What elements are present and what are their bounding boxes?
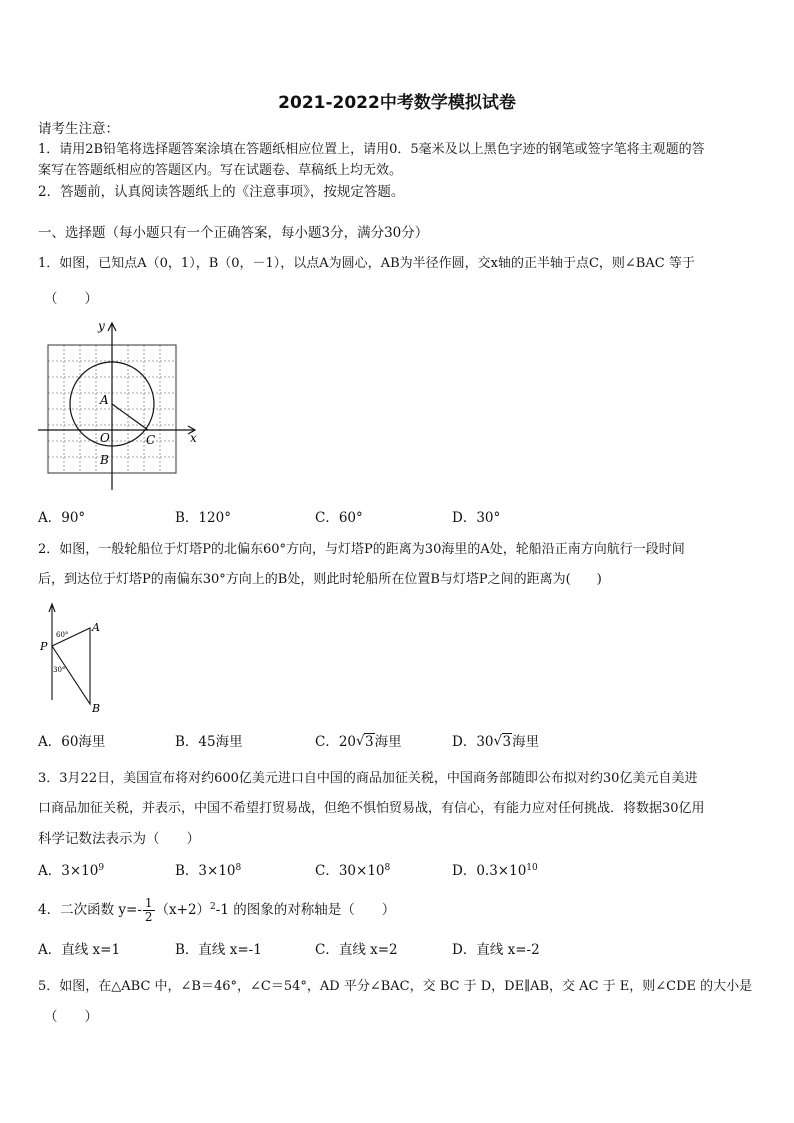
- q1-option-a[interactable]: A．90°: [38, 510, 86, 526]
- q2-option-c[interactable]: [315, 733, 402, 751]
- q2-option-c-number: C．20: [315, 734, 357, 750]
- q2-stem-line-2: 后，到达位于灯塔P的南偏东30°方向上的B处，则此时轮船所在位置B与灯塔P之间的距离为( ): [38, 572, 602, 587]
- q2-option-c-sqrt: √ 3: [356, 733, 374, 750]
- notice-line-3: 2．答题前，认真阅读答题纸上的《注意事项》，按规定答题。: [38, 184, 405, 200]
- q2-label-p: P: [40, 640, 48, 653]
- q2-option-b[interactable]: B．45海里: [175, 734, 243, 750]
- q2-option-a[interactable]: A．60海里: [38, 734, 106, 750]
- q1-label-y: y: [98, 319, 105, 333]
- q2-option-d-unit: 海里: [512, 734, 540, 750]
- q2-label-a: A: [92, 621, 100, 634]
- q1-stem-line-2: （ ）: [44, 291, 98, 307]
- q3-option-b[interactable]: B．$3\times 10^8$: [175, 863, 242, 879]
- q5-stem-line-1: 5．如图，在△ABC 中，∠B＝46°，∠C＝54°，AD 平分∠BAC，交 BC 于 D，DE∥AB，交 AC 于 E，则∠CDE 的大小是: [38, 979, 753, 994]
- q1-label-o: O: [100, 431, 110, 445]
- q2-figure: [38, 600, 108, 718]
- q1-option-d[interactable]: D．30°: [452, 510, 501, 526]
- q3-option-a[interactable]: A．$3\times 10^9$: [38, 863, 105, 879]
- q3-stem-line-1: 3．3月22日，美国宣布将对约600亿美元进口自中国的商品加征关税，中国商务部随即公布拟对约30亿美元自美进: [38, 771, 698, 786]
- q2-stem-line-1: 2．如图，一般轮船位于灯塔P的北偏东60°方向，与灯塔P的距离为30海里的A处，轮船沿正南方向航行一段时间: [38, 542, 685, 557]
- q4-stem: 4．二次函数 y=- $\frac{1}{2}$ $(x+2)^2-1$ 的图象的对称轴是（ ）: [38, 896, 396, 924]
- q2-option-d[interactable]: [452, 733, 539, 751]
- q2-label-b: B: [92, 702, 101, 715]
- q1-figure: [34, 318, 204, 498]
- q2-option-d-number: D．30: [452, 734, 494, 750]
- q1-option-c[interactable]: C．60°: [315, 510, 363, 526]
- q1-label-c: C: [146, 433, 156, 447]
- q3-option-d[interactable]: D．$0.3\times 10^{10}$: [452, 863, 538, 879]
- q4-option-b[interactable]: B．直线 x=-1: [175, 942, 262, 958]
- sqrt-icon: √: [493, 733, 503, 749]
- q1-label-x: x: [190, 431, 197, 445]
- sqrt-icon: √: [356, 733, 365, 749]
- q5-stem-line-2: （ ）: [44, 1009, 98, 1025]
- q1-option-b[interactable]: B．120°: [175, 510, 231, 526]
- q1-label-a: A: [100, 393, 109, 407]
- q1-stem-line-1: 1．如图，已知点A（0，1），B（0，－1），以点A为圆心，AB为半径作圆，交x轴的正半轴于点C，则∠BAC 等于: [38, 256, 695, 271]
- notice-line-1: 1．请用2B铅笔将选择题答案涂填在答题纸相应位置上，请用0．5毫米及以上黑色字迹的钢笔或签字笔将主观题的答: [38, 142, 705, 157]
- q3-stem-line-2: 口商品加征关税，并表示，中国不希望打贸易战，但绝不惧怕贸易战，有信心，有能力应对任何挑战．将数据30亿用: [38, 801, 705, 816]
- page-title: 2021-2022中考数学模拟试卷: [278, 93, 516, 113]
- q2-angle-60: 60°: [56, 631, 69, 639]
- q2-option-c-unit: 海里: [374, 734, 402, 750]
- q2-angle-30: 30°: [53, 666, 66, 674]
- q3-stem-line-3: 科学记数法表示为（ ）: [38, 831, 200, 847]
- q4-option-c[interactable]: C．直线 x=2: [315, 942, 398, 958]
- notice-line-2: 案写在答题纸相应的答题区内。写在试题卷、草稿纸上均无效。: [38, 163, 403, 178]
- q4-fraction: $\frac{1}{2}$: [144, 896, 153, 924]
- q1-segment-ac: [112, 404, 148, 430]
- q3-option-c[interactable]: C．$30\times 10^8$: [315, 863, 391, 879]
- q4-option-a[interactable]: A．直线 x=1: [38, 942, 121, 958]
- q4-option-d[interactable]: D．直线 x=-2: [452, 942, 540, 958]
- q2-option-d-sqrt: √ 3: [493, 733, 512, 750]
- q1-label-b: B: [100, 453, 109, 467]
- section-heading: 一、选择题（每小题只有一个正确答案，每小题3分，满分30分）: [38, 225, 429, 241]
- notice-heading: 请考生注意：: [38, 121, 119, 137]
